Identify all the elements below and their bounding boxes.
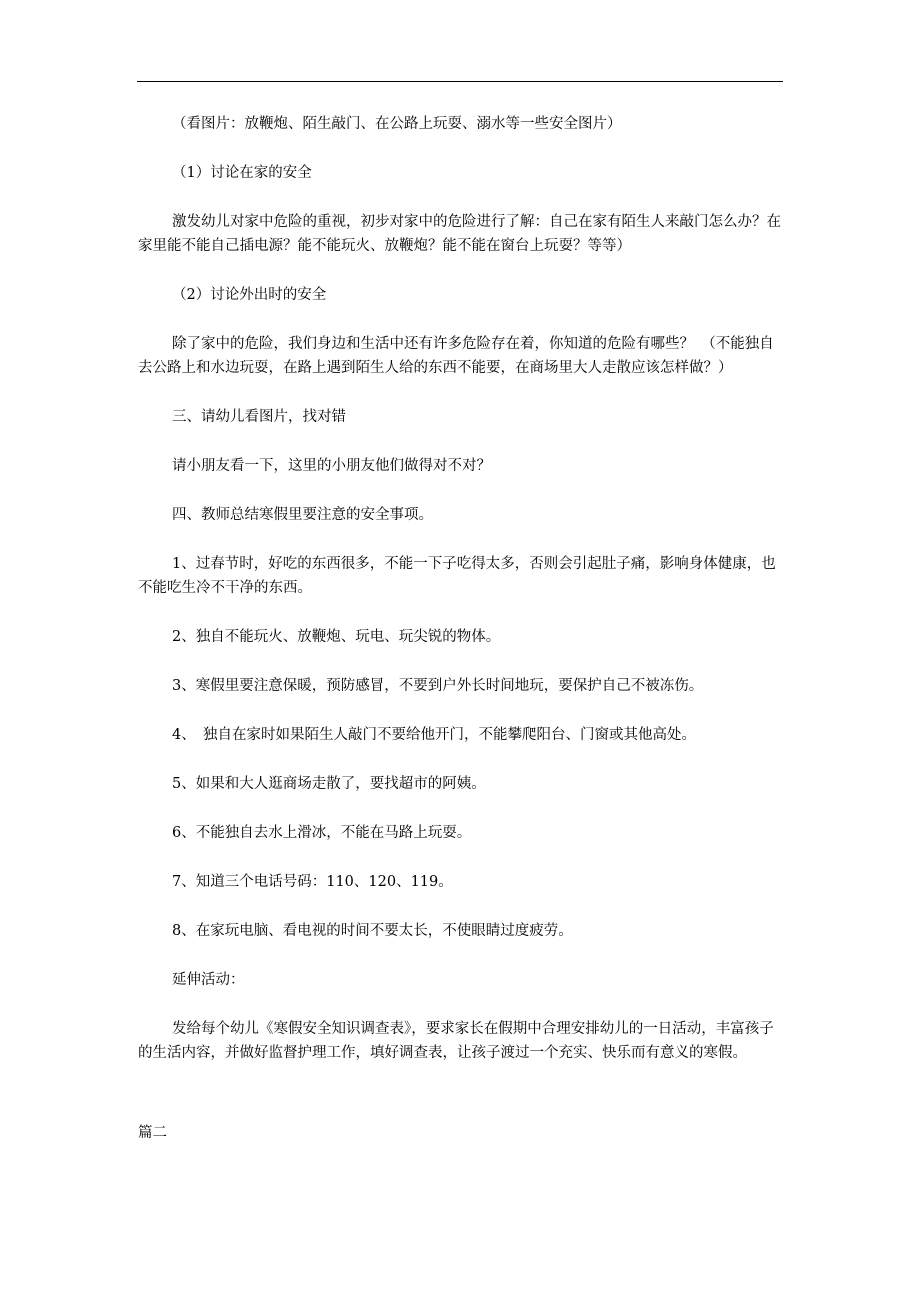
header-rule [137, 81, 783, 82]
list-item-5: 5、如果和大人逛商场走散了，要找超市的阿姨。 [172, 776, 486, 792]
document-body [138, 112, 784, 1145]
list-item-4: 4、 独自在家时如果陌生人敲门不要给他开门，不能攀爬阳台、门窗或其他高处。 [172, 727, 696, 743]
section-heading: 篇二 [138, 1125, 167, 1141]
list-item-3: 3、寒假里要注意保暖，预防感冒，不要到户外长时间地玩，要保护自己不被冻伤。 [172, 678, 704, 694]
paragraph-survey-form: 发给每个幼儿《寒假安全知识调查表》，要求家长在假期中合理安排幼儿的一日活动，丰富孩子的生活内容，并做好监督护理工作，填好调查表，让孩子渡过一个充实、快乐而有意义的寒假。 [138, 1021, 774, 1061]
paragraph-discuss-outdoor-safety: （2）讨论外出时的安全 [172, 287, 327, 303]
list-item-8: 8、在家玩电脑、看电视的时间不要太长，不使眼睛过度疲劳。 [172, 923, 573, 939]
paragraph-section-four: 四、教师总结寒假里要注意的安全事项。 [172, 507, 433, 523]
list-item-2: 2、独自不能玩火、放鞭炮、玩电、玩尖锐的物体。 [172, 629, 501, 645]
paragraph-extension-activity: 延伸活动： [172, 972, 245, 988]
paragraph-right-or-wrong: 请小朋友看一下，这里的小朋友他们做得对不对？ [172, 458, 491, 474]
paragraph-home-dangers: 激发幼儿对家中危险的重视，初步对家中的危险进行了解：自己在家有陌生人来敲门怎么办？在家里能不能自己插电源？能不能玩火、放鞭炮？能不能在窗台上玩耍？等等） [138, 214, 781, 254]
paragraph-outdoor-dangers: 除了家中的危险，我们身边和生活中还有许多危险存在着，你知道的危险有哪些？ （不能独自去公路上和水边玩耍，在路上遇到陌生人给的东西不能要，在商场里大人走散应该怎样做？） [138, 336, 774, 376]
paragraph-section-three: 三、请幼儿看图片，找对错 [172, 409, 346, 425]
paragraph-look-pictures: （看图片：放鞭炮、陌生敲门、在公路上玩耍、溺水等一些安全图片） [172, 116, 622, 132]
list-item-7: 7、知道三个电话号码：110、120、119。 [172, 874, 453, 890]
list-item-6: 6、不能独自去水上滑冰，不能在马路上玩耍。 [172, 825, 472, 841]
paragraph-discuss-home-safety: （1）讨论在家的安全 [172, 165, 312, 181]
list-item-1: 1、过春节时，好吃的东西很多，不能一下子吃得太多，否则会引起肚子痛，影响身体健康，也不能吃生冷不干净的东西。 [138, 556, 776, 596]
